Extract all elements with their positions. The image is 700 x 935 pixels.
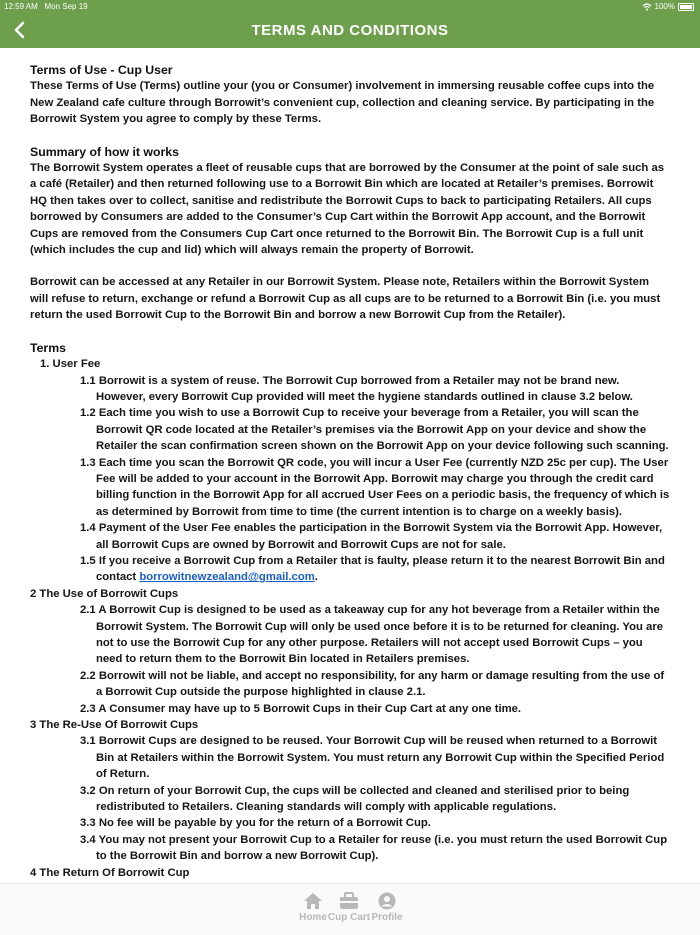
tab-home-label: Home — [299, 912, 327, 923]
clause-1-5-end: . — [314, 571, 318, 584]
summary-paragraph-1: The Borrowit System operates a fleet of reusable cups that are borrowed by the Consumer at the point of sale such as a café (Retailer) and then returned following use to a Borrowit Bin which are located at Retailer’s premises. Borrowit HQ then takes over to collect, sanitise and redistribute the Borrowit Cups to back to participating Retailers. All cups borrowed by Consumers are added to the Consumer’s Cup Cart within the Borrowit App account, and the Borrowit Cups are removed from the Consumers Cup Cart once returned to the Borrowit Bin. The Borrowit Cup is a full unit (which includes the cup and lid) which will always remain the property of Borrowit. — [30, 162, 665, 257]
status-time-text: 12:59 AM — [4, 2, 38, 11]
section-4-title: 4 The Return Of Borrowit Cup — [30, 866, 190, 879]
tab-cup-cart-label: Cup Cart — [327, 912, 371, 923]
page-title: TERMS AND CONDITIONS — [251, 22, 449, 39]
tab-bar — [0, 883, 700, 935]
battery-icon — [678, 3, 694, 11]
status-right — [642, 2, 694, 11]
section-2-title: 2 The Use of Borrowit Cups — [30, 587, 179, 600]
clause-3-4: 3.4 You may not present your Borrowit Cup to a Retailer for reuse (i.e. you must return the used Borrowit Cup to the Borrowit Bin and borrow a new Borrowit Cup). — [80, 833, 668, 863]
profile-icon — [377, 892, 397, 910]
terms-heading: Terms — [30, 340, 66, 355]
tab-profile[interactable] — [368, 892, 406, 923]
tab-cup-cart[interactable] — [326, 892, 372, 923]
nav-bar — [0, 13, 700, 48]
clause-3-2: 3.2 On return of your Borrowit Cup, the cups will be collected and cleaned and sterilised prior to being redistributed to Retailers. Cleaning standards will comply with applicable regulations. — [80, 784, 630, 814]
summary-heading: Summary of how it works — [30, 144, 179, 159]
clause-1-2: 1.2 Each time you wish to use a Borrowit Cup to receive your beverage from a Retailer, you will scan the Borrowit QR code located at the Retailer’s premises via the Borrowit App on your device and show the Retailer the scan confirmation screen shown on the Borrowit App on your device following such scanning. — [80, 407, 669, 453]
terms-of-use-heading: Terms of Use - Cup User — [30, 63, 173, 77]
section-3-title: 3 The Re-Use Of Borrowit Cups — [30, 719, 199, 732]
wifi-icon — [642, 3, 652, 11]
status-bar — [0, 0, 700, 13]
clause-2-3: 2.3 A Consumer may have up to 5 Borrowit Cups in their Cup Cart at any one time. — [80, 702, 522, 715]
clause-1-1: 1.1 Borrowit is a system of reuse. The Borrowit Cup borrowed from a Retailer may not be brand new. However, every Borrowit Cup provided will meet the hygiene standards outlined in clause 3.2 below. — [80, 374, 633, 403]
battery-percent: 100% — [654, 2, 675, 11]
tab-profile-label: Profile — [371, 912, 403, 923]
clause-1-5-text: 1.5 If you receive a Borrowit Cup from a Retailer that is faulty, please return it to the nearest Borrowit Bin and contact — [80, 554, 665, 584]
section-1-title: 1. User Fee — [40, 358, 101, 371]
contact-email-link[interactable]: borrowitnewzealand@gmail.com — [139, 571, 315, 584]
status-time — [4, 2, 88, 11]
clause-1-5 — [30, 553, 670, 586]
tab-home[interactable] — [296, 892, 330, 923]
summary-paragraph-2: Borrowit can be accessed at any Retailer in our Borrowit System. Please note, Retailers within the Borrowit System will refuse to return, exchange or refund a Borrowit Cup as all cups are to be returned to a Borrowit Bin (i.e. you must return the used Borrowit Cup to the Borrowit Bin and borrow a new Borrowit Cup from the Retailer). — [30, 276, 661, 322]
cup-cart-icon — [338, 892, 360, 910]
terms-of-use-body: These Terms of Use (Terms) outline your (you or Consumer) involvement in immersing reusable coffee cups into the New Zealand cafe culture through Borrowit’s convenient cup, collection and cleaning service. By participating in the Borrowit System you agree to comply by these Terms. — [30, 80, 655, 126]
clause-3-1: 3.1 Borrowit Cups are designed to be reused. Your Borrowit Cup will be reused when returned to a Borrowit Bin at Retailers within the Borrowit System. You must return any Borrowit Cup within the Specified Period of Return. — [80, 735, 665, 781]
clause-1-4: 1.4 Payment of the User Fee enables the participation in the Borrowit System via the Borrowit App. However, all Borrowit Cups are owned by Borrowit and Borrowit Cups are not for sale. — [80, 522, 663, 551]
clause-3-3: 3.3 No fee will be payable by you for the return of a Borrowit Cup. — [80, 817, 431, 830]
terms-content[interactable] — [30, 62, 670, 881]
status-date: Mon Sep 19 — [44, 2, 88, 11]
clause-2-1: 2.1 A Borrowit Cup is designed to be used as a takeaway cup for any hot beverage from a Retailer within the Borrowit System. The Borrowit Cup will only be used once before it is to be returned for cleaning. You are not to use the Borrowit Cup for any other purpose. Retailers will not accept used Borrowit Cups – you need to return them to the Borrowit Bin located in Retailers premises. — [80, 604, 664, 666]
clause-2-2: 2.2 Borrowit will not be liable, and accept no responsibility, for any harm or damage resulting from the use of a Borrowit Cup outside the purpose highlighted in clause 2.1. — [80, 669, 665, 699]
home-icon — [303, 892, 323, 910]
clause-1-3: 1.3 Each time you scan the Borrowit QR code, you will incur a User Fee (currently NZD 25c per cup). The User Fee will be added to your account in the Borrowit App. Borrowit may charge you through the credit card billing function in the Borrowit App for all accrued User Fees on a periodic basis, the frequency of which is as determined by Borrowit from time to time (the current intention is to charge on a weekly basis). — [80, 456, 670, 518]
